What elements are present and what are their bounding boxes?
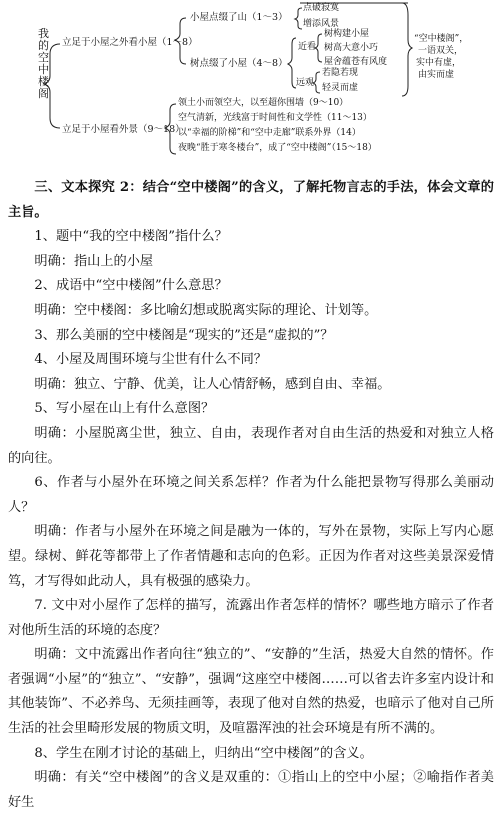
answer-6: 明确：作者与小屋外在环境之间是融为一体的，写外在景物，实际上写内心愿望。绿树、鲜花等都带上了作者情趣和志向的色彩。正因为作者对这些美景深爱情笃，才写得如此动人，具有极强的感染力。 [8,524,494,589]
diagram-near3: 屋舍蕴苍有风度 [324,57,388,67]
diagram-branch1: 立足于小屋之外看小屋（1～8） [62,37,198,48]
diagram-branch2: 立足于小屋看外景（9～18） [62,124,185,135]
diagram-branch1b: 树点缀了小屋（4～8） [190,58,288,69]
diagram-right1: “空中楼阁”， [414,34,469,44]
diagram-near2: 树高大意小巧 [324,43,379,53]
answer-7: 明确：文中流露出作者向往“独立的”、“安静的”生活，热爱大自然的情怀。作者强调“小屋”的“独立”、“安静”，强调“这座空中楼阁……可以省去许多室内设计和其他装饰”、不必养鸟、无须挂画等，表现了他对自然的热爱，也暗示了他对自己所生活的社会里畸形发展的物质文明，及喧嚣浑浊的社会环境是有所不满的。 [8,647,494,737]
answer-5: 明确：小屋脱离尘世，独立、自由，表现作者对自由生活的热爱和对独立人格的向往。 [8,425,494,466]
document-body [8,176,494,815]
diagram-leaf1a2: 增添风景 [303,19,340,29]
diagram-far2: 轻灵而虚 [322,83,359,93]
question-4: 4、小屋及周围环境与尘世有什么不同？ [34,352,267,368]
diagram-far: 远观 [296,78,315,88]
diagram-b2b: 空气清新，光线富于时间性和文学性（11～13） [178,113,372,123]
section-heading: 三、文本探究 2：结合“空中楼阁”的含义，了解托物言志的手法，体会文章的主旨。 [8,180,494,220]
question-1: 1、题中“我的空中楼阁”指什么？ [34,229,228,245]
answer-8: 明确：有关“空中楼阁”的含义是双重的：①指山上的空中小屋；②喻指作者美好生 [8,770,494,810]
diagram-far1: 若隐若现 [322,68,359,78]
diagram-near1: 树构建小屋 [324,29,370,39]
diagram-right2: 一语双关， [418,46,464,56]
question-8: 8、学生在刚才讨论的基础上，归纳出“空中楼阁”的含义。 [34,745,373,761]
question-3: 3、那么美丽的空中楼阁是“现实的”还是“虚拟的”？ [34,327,334,343]
diagram-leaf1a1: 点破寂寞 [303,3,340,13]
structure-diagram [0,0,500,170]
diagram-branch1a: 小屋点缀了山（1～3） [190,12,288,23]
diagram-right3: 实中有虚， [416,58,462,68]
diagram-b2a: 领土小而领空大，以至超你围墙（9～10） [178,98,349,108]
question-5: 5、写小屋在山上有什么意图？ [34,401,215,417]
diagram-near: 近看 [298,42,317,52]
question-7: 7. 文中对小屋作了怎样的描写，流露出作者怎样的情怀？哪些地方暗示了作者对他所生活的环境的态度？ [8,598,494,638]
answer-2: 明确：空中楼阁：多比喻幻想或脱离实际的理论、计划等。 [34,302,378,318]
question-2: 2、成语中“空中楼阁”什么意思？ [34,278,228,294]
diagram-b2c: 以“幸福的阶梯”和“空中走廊”联系外界（14） [178,128,361,138]
answer-1: 明确：指山上的小屋 [34,253,154,269]
diagram-right4: 由实而虚 [418,70,455,80]
diagram-root: 我的空中楼阁 [38,27,49,100]
question-6: 6、作者与小屋外在环境之间关系怎样？作者为什么能把景物写得那么美丽动人？ [8,475,494,515]
diagram-b2d: 夜晚“胜于寒冬楼台”，成了“空中楼阁”（15～18） [178,143,377,153]
answer-4: 明确：独立、宁静、优美，让人心情舒畅，感到自由、幸福。 [34,376,391,392]
